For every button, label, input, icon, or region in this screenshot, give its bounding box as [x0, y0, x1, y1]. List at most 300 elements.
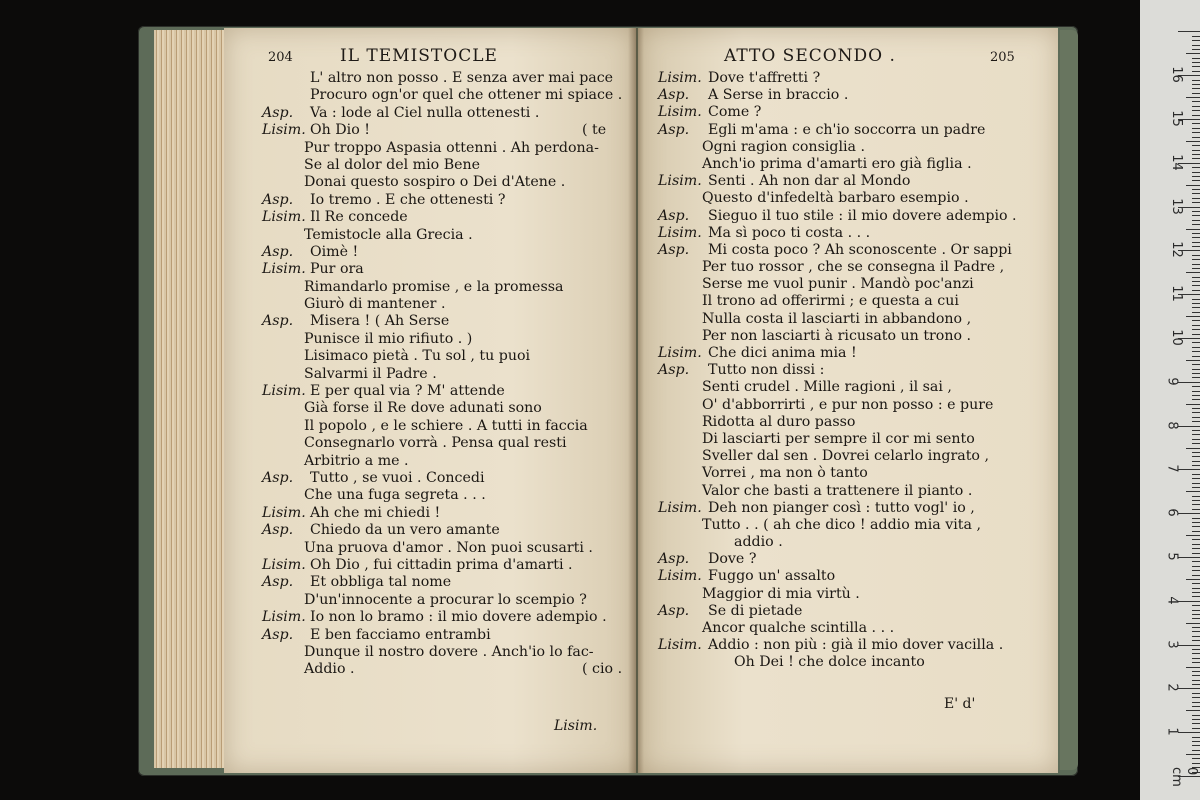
- ruler-tick: [1192, 723, 1200, 724]
- ruler-tick: [1186, 535, 1200, 536]
- ruler-tick: [1192, 758, 1200, 759]
- ruler-tick: [1192, 706, 1200, 707]
- verse-text: E per qual via ? M' attende: [310, 383, 505, 400]
- speaker-name: Lisim.: [658, 224, 702, 241]
- ruler-tick: [1192, 548, 1200, 549]
- verse-text: Dove t'affretti ?: [708, 70, 821, 86]
- verse-text: Temistocle alla Grecia .: [304, 226, 473, 243]
- verse-text: Oh Dei ! che dolce incanto: [734, 654, 925, 671]
- verse-text: Dunque il nostro dovere . Anch'io lo fac-: [304, 643, 594, 660]
- ruler-label: 10: [1168, 329, 1184, 346]
- text-line: [638, 637, 1058, 654]
- text-line: [638, 104, 1058, 121]
- verse-text: Come ?: [708, 104, 762, 121]
- ruler-tick: [1192, 675, 1200, 676]
- verse-text: Senti crudel . Mille ragioni , il sai ,: [702, 379, 952, 396]
- text-line: [224, 209, 636, 226]
- text-line: [638, 328, 1058, 345]
- ruler-tick: [1192, 202, 1200, 203]
- ruler-tick: [1192, 575, 1200, 576]
- ruler-tick: [1186, 579, 1200, 580]
- ruler-tick: [1192, 741, 1200, 742]
- ruler-tick: [1192, 123, 1200, 124]
- ruler-tick: [1192, 334, 1200, 335]
- speaker-name: Lisim.: [658, 70, 702, 86]
- ruler-tick: [1186, 185, 1200, 186]
- ruler-tick: [1178, 557, 1200, 558]
- ruler-tick: [1192, 320, 1200, 321]
- verse-text: Giurò di mantener .: [304, 296, 446, 313]
- verse-text: Addio : non più : già il mio dover vacilla .: [708, 637, 1004, 654]
- ruler-tick: [1192, 312, 1200, 313]
- text-line: [224, 157, 636, 174]
- ruler-tick: [1192, 36, 1200, 37]
- text-line: [224, 557, 636, 574]
- ruler-tick: [1186, 360, 1200, 361]
- ruler-tick: [1192, 592, 1200, 593]
- ruler-tick: [1192, 88, 1200, 89]
- ruler-tick: [1192, 640, 1200, 641]
- left-page-text: [224, 70, 636, 679]
- verse-text: Maggior di mia virtù .: [702, 585, 860, 602]
- verse-text: Ah che mi chiedi !: [310, 504, 441, 521]
- ruler-tick: [1192, 259, 1200, 260]
- ruler-tick: [1192, 745, 1200, 746]
- ruler-tick: [1192, 509, 1200, 510]
- verse-text: Nulla costa il lasciarti in abbandono ,: [702, 310, 972, 327]
- verse-text: E ben facciamo entrambi: [310, 626, 491, 643]
- ruler-tick: [1192, 610, 1200, 611]
- ruler-tick: [1192, 614, 1200, 615]
- ruler-tick: [1192, 285, 1200, 286]
- text-line: [638, 122, 1058, 139]
- verse-text: Oh Dio !: [310, 122, 370, 139]
- text-line: [224, 87, 636, 104]
- ruler-tick: [1192, 693, 1200, 694]
- ruler-tick: [1192, 496, 1200, 497]
- speaker-name: Asp.: [658, 121, 690, 138]
- ruler-tick: [1192, 66, 1200, 67]
- verse-text: Et obbliga tal nome: [310, 574, 452, 591]
- book-cover-edge: [1060, 30, 1078, 770]
- verse-text: Pur ora: [310, 261, 364, 278]
- text-line: [224, 122, 636, 139]
- ruler-tick: [1178, 31, 1200, 32]
- verse-text: Procuro ogn'or quel che ottener mi spiace .: [310, 87, 623, 104]
- ruler-tick: [1186, 754, 1200, 755]
- text-line: [638, 362, 1058, 379]
- ruler-tick: [1192, 596, 1200, 597]
- ruler-label: 6: [1164, 508, 1180, 517]
- ruler-tick: [1192, 570, 1200, 571]
- speaker-name: Asp.: [658, 241, 690, 258]
- ruler-tick: [1186, 491, 1200, 492]
- speaker-name: Asp.: [262, 191, 294, 208]
- ruler-label: 1: [1164, 727, 1180, 736]
- ruler-tick: [1178, 382, 1200, 383]
- ruler-tick: [1192, 176, 1200, 177]
- speaker-name: Asp.: [658, 602, 690, 619]
- verse-text: addio .: [734, 534, 783, 551]
- ruler-tick: [1192, 461, 1200, 462]
- ruler-tick: [1192, 49, 1200, 50]
- ruler-tick: [1186, 448, 1200, 449]
- ruler-tick: [1192, 373, 1200, 374]
- ruler-tick: [1192, 281, 1200, 282]
- verse-text: Anch'io prima d'amarti ero già figlia .: [702, 155, 972, 172]
- text-line: [224, 400, 636, 417]
- text-line: [638, 276, 1058, 293]
- text-line: [224, 592, 636, 609]
- ruler-tick: [1192, 198, 1200, 199]
- ruler-tick: [1178, 513, 1200, 514]
- ruler-tick: [1186, 272, 1200, 273]
- ruler-tick: [1192, 452, 1200, 453]
- text-line: [638, 414, 1058, 431]
- ruler-tick: [1192, 233, 1200, 234]
- ruler-label: 14: [1168, 154, 1184, 171]
- text-line: [224, 609, 636, 626]
- ruler-tick: [1192, 697, 1200, 698]
- ruler-tick: [1192, 150, 1200, 151]
- ruler-tick: [1192, 430, 1200, 431]
- ruler-tick: [1192, 627, 1200, 628]
- ruler-tick: [1192, 662, 1200, 663]
- verse-text: Consegnarlo vorrà . Pensa qual resti: [304, 435, 567, 452]
- text-line: [638, 208, 1058, 225]
- ruler-tick: [1192, 737, 1200, 738]
- speaker-name: Asp.: [262, 243, 294, 260]
- verse-text: Donai questo sospiro o Dei d'Atene .: [304, 174, 566, 191]
- text-line: [224, 574, 636, 591]
- ruler-tick: [1192, 224, 1200, 225]
- verse-text: Egli m'ama : e ch'io soccorra un padre: [708, 121, 986, 138]
- ruler-tick: [1192, 588, 1200, 589]
- ruler-tick: [1192, 412, 1200, 413]
- verse-text: Rimandarlo promise , e la promessa: [304, 278, 564, 295]
- ruler-tick: [1192, 71, 1200, 72]
- ruler-tick: [1192, 128, 1200, 129]
- ruler-tick: [1192, 172, 1200, 173]
- ruler-tick: [1192, 132, 1200, 133]
- text-line: [224, 627, 636, 644]
- text-line: [638, 259, 1058, 276]
- text-line: [638, 173, 1058, 190]
- verse-text: Io non lo bramo : il mio dovere adempio .: [310, 609, 607, 626]
- ruler-tick: [1192, 62, 1200, 63]
- verse-text: A Serse in braccio .: [708, 87, 849, 104]
- ruler-tick: [1178, 601, 1200, 602]
- ruler-tick: [1192, 325, 1200, 326]
- ruler-tick: [1192, 544, 1200, 545]
- verse-text: Serse me vuol punir . Mandò poc'anzi: [702, 276, 974, 293]
- ruler-tick: [1192, 399, 1200, 400]
- speaker-name: Lisim.: [262, 122, 306, 139]
- ruler-tick: [1192, 347, 1200, 348]
- ruler-tick: [1192, 145, 1200, 146]
- ruler-tick: [1192, 500, 1200, 501]
- ruler-tick: [1192, 329, 1200, 330]
- ruler-label: 2: [1164, 683, 1180, 693]
- ruler-tick: [1186, 53, 1200, 54]
- text-line: [224, 383, 636, 400]
- ruler-tick: [1192, 522, 1200, 523]
- ruler-tick: [1192, 299, 1200, 300]
- ruler-tick: [1192, 605, 1200, 606]
- ruler-tick: [1192, 434, 1200, 435]
- ruler-tick: [1178, 645, 1200, 646]
- ruler-tick: [1192, 408, 1200, 409]
- text-line: [224, 331, 636, 348]
- ruler-tick: [1192, 110, 1200, 111]
- ruler-tick: [1192, 115, 1200, 116]
- ruler-tick: [1192, 268, 1200, 269]
- text-line: [638, 448, 1058, 465]
- speaker-name: Asp.: [658, 551, 690, 568]
- ruler-tick: [1192, 658, 1200, 659]
- verse-text: Questo d'infedeltà barbaro esempio .: [702, 190, 969, 207]
- verse-text: Il popolo , e le schiere . A tutti in faccia: [304, 417, 588, 434]
- text-line: [638, 534, 1058, 551]
- speaker-name: Lisim.: [658, 637, 702, 654]
- verse-text: D'un'innocente a procurar lo scempio ?: [304, 591, 587, 608]
- text-line: [224, 296, 636, 313]
- text-line: [638, 293, 1058, 310]
- text-line: [224, 279, 636, 296]
- ruler-tick: [1192, 583, 1200, 584]
- verse-text: O' d'abborrirti , e pur non posso : e pure: [702, 396, 994, 413]
- ruler-tick: [1192, 246, 1200, 247]
- text-line: [638, 620, 1058, 637]
- text-line: [224, 522, 636, 539]
- verse-text: Addio .: [304, 661, 355, 678]
- ruler-label: 13: [1168, 197, 1184, 215]
- speaker-name: Asp.: [262, 313, 294, 330]
- ruler-tick: [1192, 504, 1200, 505]
- ruler-tick: [1192, 307, 1200, 308]
- right-catchword: E' d': [944, 696, 976, 712]
- text-line: [224, 227, 636, 244]
- speaker-name: Asp.: [262, 522, 294, 539]
- ruler-tick: [1192, 715, 1200, 716]
- text-line: [638, 70, 1058, 87]
- left-page: [224, 28, 636, 773]
- ruler-label: 11: [1168, 285, 1184, 302]
- ruler-tick: [1192, 421, 1200, 422]
- text-line: [224, 70, 636, 87]
- speaker-name: Asp.: [658, 362, 690, 379]
- ruler-tick: [1192, 671, 1200, 672]
- verse-text: Punisce il mio rifiuto . ): [304, 330, 473, 347]
- ruler-label: 15: [1168, 110, 1184, 127]
- ruler-tick: [1178, 688, 1200, 689]
- speaker-name: Lisim.: [262, 261, 306, 278]
- verse-text: Già forse il Re dove adunati sono: [304, 400, 542, 417]
- ruler-tick: [1192, 566, 1200, 567]
- verse-text: Tutto , se vuoi . Concedi: [310, 469, 485, 486]
- text-line: [638, 586, 1058, 603]
- text-line: [638, 397, 1058, 414]
- ruler-tick: [1192, 211, 1200, 212]
- right-page-header: ATTO SECONDO .: [724, 46, 896, 66]
- ruler-tick: [1192, 40, 1200, 41]
- ruler-label: 16: [1168, 66, 1184, 83]
- text-line: [638, 465, 1058, 482]
- ruler-tick: [1192, 101, 1200, 102]
- text-line: [224, 140, 636, 157]
- speaker-name: Asp.: [262, 574, 294, 591]
- text-line: [638, 87, 1058, 104]
- verse-text: Ridotta al duro passo: [702, 413, 856, 430]
- ruler-label: 5: [1164, 552, 1180, 561]
- text-line: [638, 225, 1058, 242]
- ruler-tick: [1192, 180, 1200, 181]
- text-line: [224, 435, 636, 452]
- book-gutter: [628, 28, 644, 773]
- ruler-tick: [1192, 45, 1200, 46]
- open-book: [138, 22, 1078, 784]
- verse-text: Il trono ad offerirmi ; e questa a cui: [702, 293, 959, 310]
- text-line: [224, 174, 636, 191]
- speaker-name: Lisim.: [262, 609, 306, 626]
- ruler-tick: [1192, 526, 1200, 527]
- ruler-tick: [1192, 649, 1200, 650]
- ruler-tick: [1192, 158, 1200, 159]
- verse-text: Che una fuga segreta . . .: [304, 487, 486, 504]
- text-line: [224, 418, 636, 435]
- ruler-tick: [1178, 426, 1200, 427]
- verse-text: Che dici anima mia !: [708, 345, 857, 361]
- text-line: [638, 190, 1058, 207]
- verse-text: Chiedo da un vero amante: [310, 522, 500, 539]
- left-page-header: IL TEMISTOCLE: [340, 46, 498, 66]
- ruler-tick: [1192, 137, 1200, 138]
- ruler-tick: [1178, 732, 1200, 733]
- verse-text: Sieguo il tuo stile : il mio dovere adempio .: [708, 207, 1017, 224]
- verse-text: Se al dolor del mio Bene: [304, 156, 481, 173]
- text-line: [638, 483, 1058, 500]
- verse-text: Deh non pianger così : tutto vogl' io ,: [708, 499, 975, 516]
- ruler-tick: [1192, 395, 1200, 396]
- verse-text: Fuggo un' assalto: [708, 568, 836, 585]
- ruler-label: 12: [1168, 241, 1184, 259]
- ruler-tick: [1192, 193, 1200, 194]
- ruler-tick: [1192, 531, 1200, 532]
- verse-text: Arbitrio a me .: [304, 452, 409, 469]
- verse-text: Tutto . . ( ah che dico ! addio mia vita ,: [702, 516, 981, 533]
- verse-text: Senti . Ah non dar al Mondo: [708, 173, 911, 190]
- ruler-tick: [1192, 443, 1200, 444]
- ruler-tick: [1192, 391, 1200, 392]
- speaker-name: Lisim.: [262, 209, 306, 226]
- verse-text: Di lasciarti per sempre il cor mi sento: [702, 430, 975, 447]
- ruler-label: 4: [1164, 596, 1180, 605]
- text-line: [224, 105, 636, 122]
- ruler-tick: [1192, 553, 1200, 554]
- ruler-tick: [1186, 710, 1200, 711]
- speaker-name: Lisim.: [658, 104, 702, 121]
- verse-text: Oimè !: [310, 243, 359, 260]
- verse-text: Misera ! ( Ah Serse: [310, 313, 450, 330]
- text-line: [638, 517, 1058, 534]
- verse-text: Ma sì poco ti costa . . .: [708, 224, 871, 241]
- turnover-text: ( cio .: [582, 661, 623, 678]
- ruler-tick: [1192, 518, 1200, 519]
- ruler-tick: [1192, 237, 1200, 238]
- speaker-name: Lisim.: [658, 568, 702, 585]
- text-line: [224, 644, 636, 661]
- ruler-tick: [1186, 404, 1200, 405]
- ruler-tick: [1192, 377, 1200, 378]
- verse-text: L' altro non posso . E senza aver mai pace: [310, 70, 614, 86]
- ruler-tick: [1192, 474, 1200, 475]
- ruler-tick: [1192, 728, 1200, 729]
- ruler-tick: [1192, 189, 1200, 190]
- ruler-label: 0 cm: [1169, 767, 1199, 787]
- ruler-tick: [1192, 80, 1200, 81]
- ruler-tick: [1192, 631, 1200, 632]
- verse-text: Dove ?: [708, 551, 757, 568]
- text-line: [638, 345, 1058, 362]
- verse-text: Vorrei , ma non ò tanto: [702, 465, 868, 482]
- text-line: [638, 568, 1058, 585]
- verse-text: Io tremo . E che ottenesti ?: [310, 191, 506, 208]
- text-line: [224, 313, 636, 330]
- ruler-tick: [1178, 469, 1200, 470]
- left-catchword: Lisim.: [554, 718, 598, 734]
- text-line: [224, 505, 636, 522]
- ruler-tick: [1186, 667, 1200, 668]
- text-line: [638, 242, 1058, 259]
- text-line: [638, 156, 1058, 173]
- ruler-tick: [1192, 763, 1200, 764]
- speaker-name: Asp.: [658, 87, 690, 104]
- text-line: [224, 192, 636, 209]
- right-page-text: [638, 70, 1058, 672]
- verse-text: Valor che basti a trattenere il pianto .: [702, 482, 973, 499]
- text-line: [638, 311, 1058, 328]
- text-line: [224, 453, 636, 470]
- ruler-tick: [1186, 97, 1200, 98]
- ruler-tick: [1192, 84, 1200, 85]
- speaker-name: Asp.: [262, 626, 294, 643]
- ruler-tick: [1192, 478, 1200, 479]
- right-page: [638, 28, 1058, 773]
- verse-text: Salvarmi il Padre .: [304, 365, 437, 382]
- text-line: [224, 470, 636, 487]
- ruler-tick: [1192, 255, 1200, 256]
- text-line: [638, 603, 1058, 620]
- ruler-tick: [1192, 439, 1200, 440]
- verse-text: Per tuo rossor , che se consegna il Padre ,: [702, 259, 1005, 276]
- ruler-tick: [1192, 264, 1200, 265]
- ruler-tick: [1192, 465, 1200, 466]
- verse-text: Se di pietade: [708, 602, 803, 619]
- verse-text: Una pruova d'amor . Non puoi scusarti .: [304, 539, 593, 556]
- ruler-tick: [1192, 242, 1200, 243]
- ruler-tick: [1192, 215, 1200, 216]
- verse-text: Ancor qualche scintilla . . .: [702, 620, 895, 636]
- text-line: [638, 551, 1058, 568]
- ruler-tick: [1186, 623, 1200, 624]
- ruler-tick: [1192, 277, 1200, 278]
- left-page-number: 204: [268, 50, 293, 65]
- measuring-ruler: [1140, 0, 1200, 800]
- ruler-tick: [1192, 154, 1200, 155]
- text-line: [638, 379, 1058, 396]
- text-line: [638, 500, 1058, 517]
- page-block-edge: [154, 30, 228, 768]
